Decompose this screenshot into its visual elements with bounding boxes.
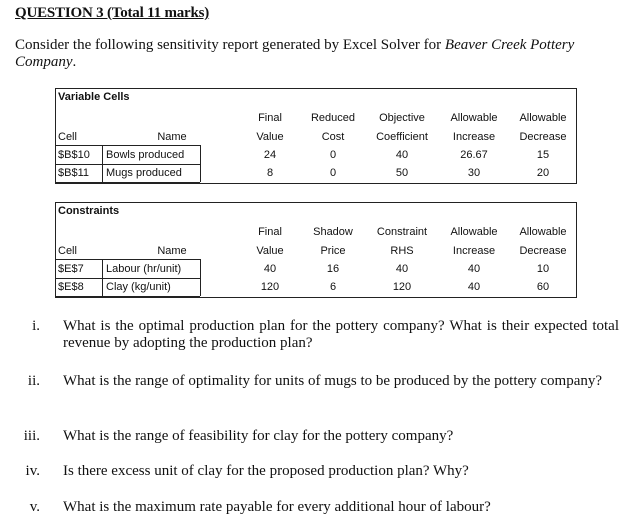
var-header-top: Final xyxy=(258,112,282,124)
con-cell: 60 xyxy=(536,281,550,293)
var-cell: Mugs produced xyxy=(106,167,182,179)
question-text: What is the maximum rate payable for every additional hour of labour? xyxy=(63,499,491,515)
con-rule xyxy=(56,259,200,260)
var-cell: 0 xyxy=(329,149,337,161)
var-header-coefficient: Coefficient xyxy=(376,131,428,143)
con-header-rhs: RHS xyxy=(390,245,414,257)
con-cell: 10 xyxy=(536,263,550,275)
con-cell: 40 xyxy=(395,263,409,275)
var-divider xyxy=(200,145,201,182)
var-cell: $B$10 xyxy=(58,149,90,161)
constraints-section xyxy=(55,202,577,298)
var-cell: 8 xyxy=(266,167,274,179)
con-header-increase: Increase xyxy=(452,245,496,257)
question-number: iv. xyxy=(25,463,40,479)
variable-cells-section xyxy=(55,88,577,184)
constraints-title: Constraints xyxy=(58,205,120,217)
var-header-cell: Cell xyxy=(58,131,77,143)
con-cell: Labour (hr/unit) xyxy=(106,263,182,275)
con-header-cell: Cell xyxy=(58,245,77,257)
var-cell: 26.67 xyxy=(460,149,488,161)
con-cell: 16 xyxy=(326,263,340,275)
question-number: iii. xyxy=(23,428,40,444)
con-cell: 120 xyxy=(392,281,412,293)
con-cell: 40 xyxy=(263,263,277,275)
con-header-top: Constraint xyxy=(376,226,428,238)
var-header-top: Reduced xyxy=(310,112,356,124)
var-header-top: Objective xyxy=(379,112,425,124)
var-divider xyxy=(102,145,103,182)
company-name: Beaver Creek Pottery Company xyxy=(15,37,575,70)
var-cell: 15 xyxy=(536,149,550,161)
con-header-top: Allowable xyxy=(519,226,567,238)
var-cell: 40 xyxy=(395,149,409,161)
var-rule xyxy=(56,145,200,146)
con-cell: 120 xyxy=(260,281,280,293)
question-text: What is the optimal production plan for the pottery company? What is their expected total revenue by adopting the production plan? xyxy=(63,318,619,351)
con-header-decrease: Decrease xyxy=(519,245,567,257)
con-header-top: Allowable xyxy=(450,226,498,238)
var-header-top: Allowable xyxy=(450,112,498,124)
var-header-top: Allowable xyxy=(519,112,567,124)
con-divider xyxy=(200,259,201,296)
var-cell: 50 xyxy=(395,167,409,179)
var-cell: 24 xyxy=(263,149,277,161)
intro-suffix: . xyxy=(72,54,77,70)
var-header-name: Name xyxy=(157,131,187,143)
con-cell: $E$7 xyxy=(58,263,84,275)
con-cell: $E$8 xyxy=(58,281,84,293)
con-row-rule xyxy=(56,296,200,297)
con-cell: 40 xyxy=(467,263,481,275)
con-cell: 40 xyxy=(467,281,481,293)
question-number: v. xyxy=(29,499,40,515)
var-header-value: Value xyxy=(256,131,284,143)
con-header-value: Value xyxy=(256,245,284,257)
con-header-price: Price xyxy=(320,245,346,257)
con-cell: Clay (kg/unit) xyxy=(106,281,171,293)
con-header-top: Shadow xyxy=(313,226,353,238)
question-text: What is the range of feasibility for clay for the pottery company? xyxy=(63,428,454,444)
question-heading: QUESTION 3 (Total 11 marks) xyxy=(15,5,210,21)
con-divider xyxy=(102,259,103,296)
variable-cells-title: Variable Cells xyxy=(58,91,130,103)
intro-paragraph xyxy=(15,37,625,71)
var-cell: 30 xyxy=(467,167,481,179)
question-number: i. xyxy=(32,318,40,334)
con-header-top: Final xyxy=(258,226,282,238)
con-cell: 6 xyxy=(329,281,337,293)
question-text: Is there excess unit of clay for the proposed production plan? Why? xyxy=(63,463,469,479)
var-header-decrease: Decrease xyxy=(519,131,567,143)
var-header-increase: Increase xyxy=(452,131,496,143)
question-text: What is the range of optimality for units of mugs to be produced by the pottery company? xyxy=(63,373,603,389)
var-row-rule xyxy=(56,182,200,183)
intro-prefix: Consider the following sensitivity report generated by Excel Solver for xyxy=(15,37,445,53)
var-cell: 0 xyxy=(329,167,337,179)
con-header-name: Name xyxy=(157,245,187,257)
var-cell: $B$11 xyxy=(58,167,89,179)
var-header-cost: Cost xyxy=(321,131,345,143)
var-cell: Bowls produced xyxy=(106,149,185,161)
var-cell: 20 xyxy=(536,167,550,179)
question-number: ii. xyxy=(27,373,40,389)
